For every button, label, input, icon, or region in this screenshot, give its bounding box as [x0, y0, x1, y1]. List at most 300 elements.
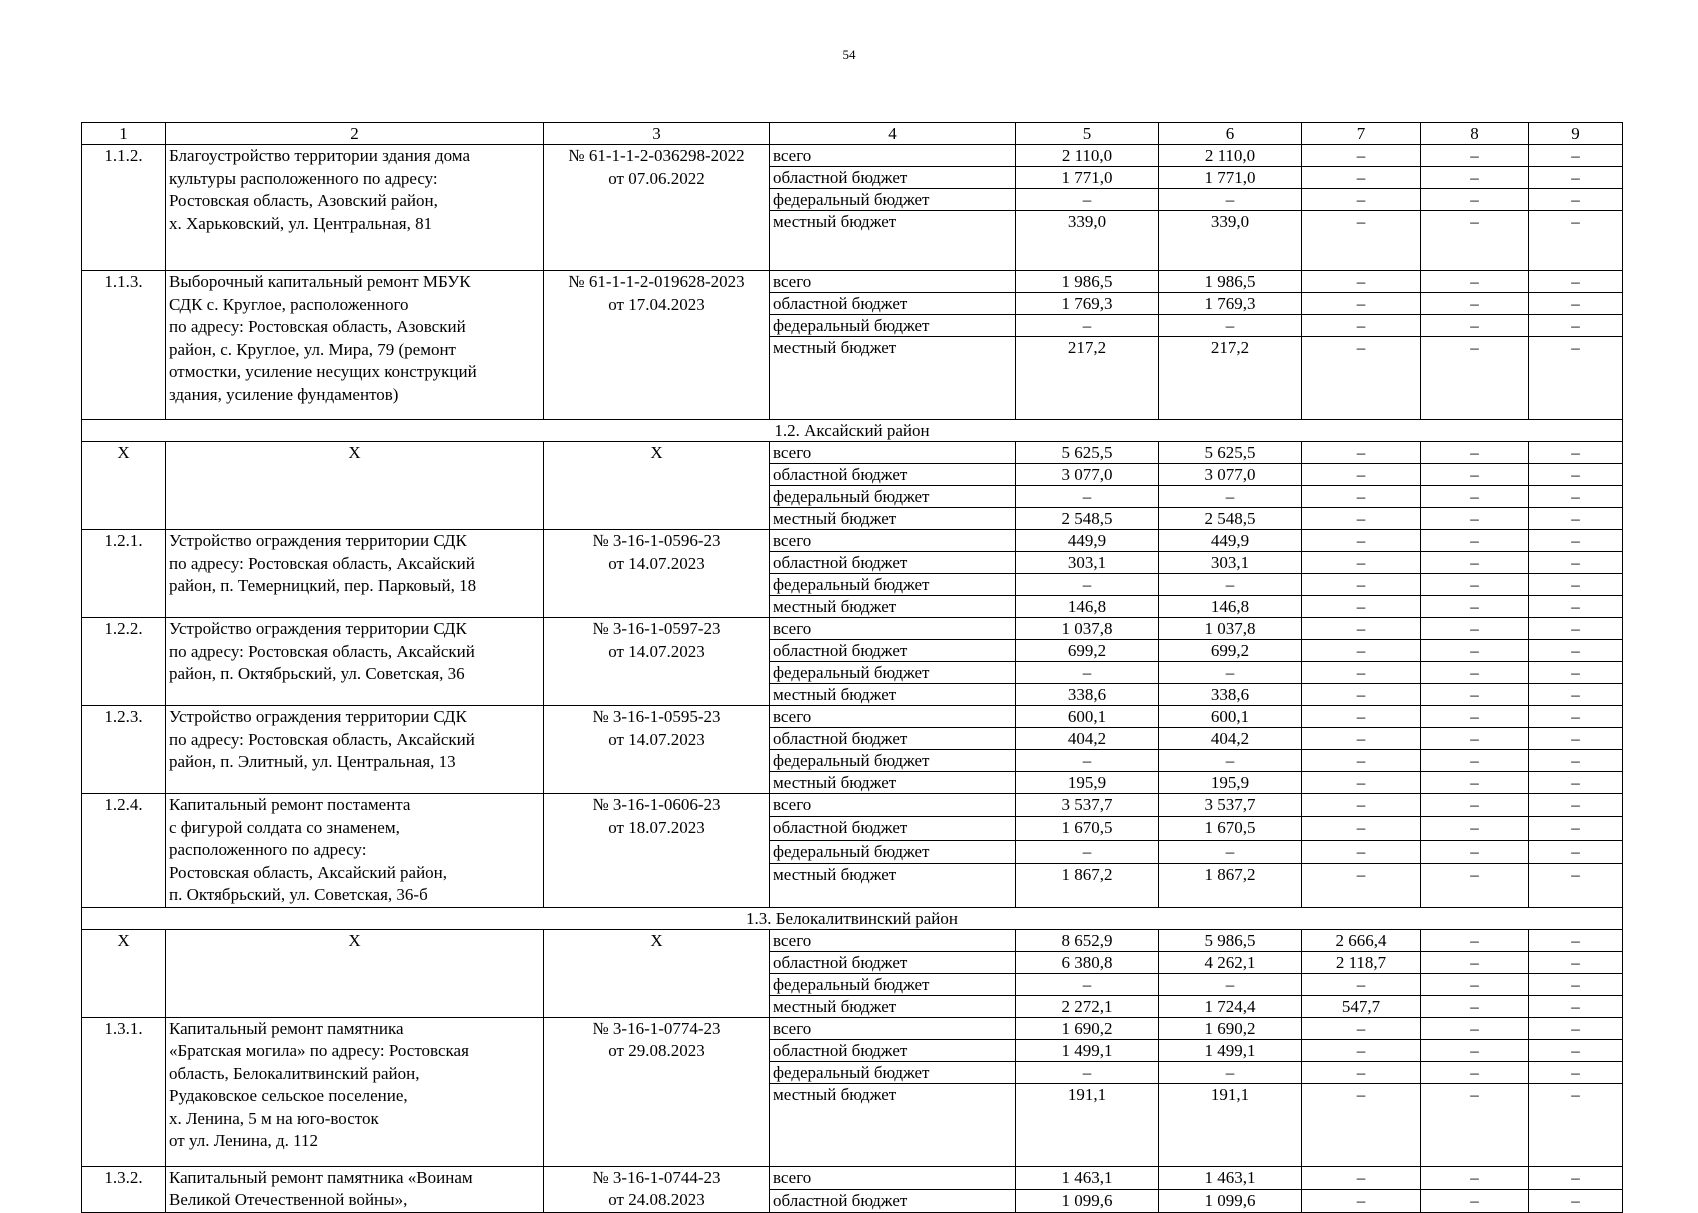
document-line: № 3-16-1-0606-23	[592, 795, 721, 814]
amount-cell-9: –	[1529, 728, 1623, 750]
amount-cell-5: 303,1	[1016, 552, 1159, 574]
description-line: Благоустройство территории здания дома	[169, 146, 470, 165]
amount-cell-6: –	[1159, 486, 1302, 508]
amount-cell-5: –	[1016, 662, 1159, 684]
amount-cell-8: –	[1421, 1083, 1529, 1166]
amount-cell-9: –	[1529, 772, 1623, 794]
funding-source-label: всего	[770, 442, 1016, 464]
header-cell: 2	[166, 123, 544, 145]
amount-cell-8: –	[1421, 618, 1529, 640]
document-reference	[544, 1166, 770, 1212]
section-row	[82, 420, 1623, 442]
amount-cell-7: –	[1302, 1083, 1421, 1166]
amount-cell-5: –	[1016, 574, 1159, 596]
amount-cell-5: 1 690,2	[1016, 1017, 1159, 1039]
amount-cell-6: 1 769,3	[1159, 293, 1302, 315]
amount-cell-8: –	[1421, 552, 1529, 574]
amount-cell-7: –	[1302, 973, 1421, 995]
amount-cell-8: –	[1421, 706, 1529, 728]
amount-cell-7: –	[1302, 167, 1421, 189]
amount-cell-5: 404,2	[1016, 728, 1159, 750]
document-reference	[544, 929, 770, 1017]
amount-cell-8: –	[1421, 662, 1529, 684]
amount-cell-7: –	[1302, 640, 1421, 662]
funding-source-label: областной бюджет	[770, 552, 1016, 574]
document-reference	[544, 618, 770, 706]
amount-cell-7: –	[1302, 618, 1421, 640]
amount-cell-8: –	[1421, 929, 1529, 951]
amount-cell-5: 3 077,0	[1016, 464, 1159, 486]
amount-cell-9: –	[1529, 508, 1623, 530]
funding-source-label: местный бюджет	[770, 995, 1016, 1017]
amount-cell-5: 449,9	[1016, 530, 1159, 552]
document-line: от 07.06.2022	[608, 168, 705, 188]
row-number: 1.1.2.	[82, 145, 166, 271]
funding-source-label: местный бюджет	[770, 596, 1016, 618]
funding-source-label: всего	[770, 1017, 1016, 1039]
amount-cell-5: 191,1	[1016, 1083, 1159, 1166]
description-line: от ул. Ленина, д. 112	[169, 1131, 319, 1150]
amount-cell-8: –	[1421, 1017, 1529, 1039]
header-row	[82, 123, 1623, 145]
amount-cell-6: 191,1	[1159, 1083, 1302, 1166]
amount-cell-9: –	[1529, 1166, 1623, 1189]
amount-cell-6: 699,2	[1159, 640, 1302, 662]
document-line: № 3-16-1-0744-23	[592, 1167, 721, 1187]
amount-cell-8: –	[1421, 464, 1529, 486]
object-description	[166, 1017, 544, 1166]
amount-cell-9: –	[1529, 662, 1623, 684]
section-row	[82, 907, 1623, 929]
amount-cell-6: 3 077,0	[1159, 464, 1302, 486]
amount-cell-7: –	[1302, 1061, 1421, 1083]
amount-cell-7: –	[1302, 596, 1421, 618]
amount-cell-5: 1 771,0	[1016, 167, 1159, 189]
amount-cell-8: –	[1421, 189, 1529, 211]
document-line: от 14.07.2023	[608, 553, 705, 573]
amount-cell-8: –	[1421, 1039, 1529, 1061]
amount-cell-7: –	[1302, 750, 1421, 772]
header-cell: 8	[1421, 123, 1529, 145]
budget-table	[81, 122, 1623, 1213]
amount-cell-7: –	[1302, 464, 1421, 486]
description-line: по адресу: Ростовская область, Аксайский	[169, 729, 475, 749]
amount-cell-9: –	[1529, 794, 1623, 817]
header-cell: 5	[1016, 123, 1159, 145]
amount-cell-8: –	[1421, 574, 1529, 596]
amount-cell-6: –	[1159, 315, 1302, 337]
description-line: Устройство ограждения территории СДК	[169, 531, 467, 550]
amount-cell-8: –	[1421, 794, 1529, 817]
amount-cell-9: –	[1529, 530, 1623, 552]
amount-cell-6: 1 690,2	[1159, 1017, 1302, 1039]
funding-source-label: федеральный бюджет	[770, 486, 1016, 508]
amount-cell-6: –	[1159, 1061, 1302, 1083]
funding-source-label: местный бюджет	[770, 211, 1016, 271]
object-description	[166, 929, 544, 1017]
amount-cell-6: 339,0	[1159, 211, 1302, 271]
description-line: Великой Отечественной войны»,	[169, 1190, 408, 1209]
description-line: Х	[348, 443, 361, 462]
funding-source-label: местный бюджет	[770, 337, 1016, 420]
description-line: район, с. Круглое, ул. Мира, 79 (ремонт	[169, 339, 456, 359]
amount-cell-5: 5 625,5	[1016, 442, 1159, 464]
description-line: х. Ленина, 5 м на юго-восток	[169, 1108, 379, 1128]
amount-cell-6: 449,9	[1159, 530, 1302, 552]
amount-cell-6: 217,2	[1159, 337, 1302, 420]
amount-cell-9: –	[1529, 211, 1623, 271]
amount-cell-5: 1 099,6	[1016, 1189, 1159, 1212]
amount-cell-6: 2 548,5	[1159, 508, 1302, 530]
document-line: № 3-16-1-0597-23	[592, 619, 721, 638]
table-row	[82, 706, 1623, 728]
funding-source-label: всего	[770, 1166, 1016, 1189]
object-description	[166, 145, 544, 271]
document-line: № 3-16-1-0595-23	[592, 707, 721, 726]
amount-cell-5: 6 380,8	[1016, 951, 1159, 973]
amount-cell-5: 1 986,5	[1016, 271, 1159, 293]
amount-cell-6: 1 099,6	[1159, 1189, 1302, 1212]
amount-cell-8: –	[1421, 337, 1529, 420]
amount-cell-7: –	[1302, 840, 1421, 863]
funding-source-label: областной бюджет	[770, 1189, 1016, 1212]
funding-source-label: федеральный бюджет	[770, 574, 1016, 596]
document-line: от 14.07.2023	[608, 729, 705, 749]
amount-cell-6: 3 537,7	[1159, 794, 1302, 817]
table-row	[82, 145, 1623, 167]
amount-cell-9: –	[1529, 840, 1623, 863]
amount-cell-6: 1 986,5	[1159, 271, 1302, 293]
amount-cell-8: –	[1421, 167, 1529, 189]
description-line: п. Октябрьский, ул. Советская, 36-б	[169, 885, 428, 904]
amount-cell-9: –	[1529, 167, 1623, 189]
amount-cell-9: –	[1529, 1083, 1623, 1166]
amount-cell-8: –	[1421, 995, 1529, 1017]
amount-cell-6: 195,9	[1159, 772, 1302, 794]
amount-cell-5: 217,2	[1016, 337, 1159, 420]
table-row	[82, 442, 1623, 464]
amount-cell-9: –	[1529, 618, 1623, 640]
document-line: от 24.08.2023	[608, 1190, 705, 1209]
amount-cell-8: –	[1421, 863, 1529, 907]
object-description	[166, 706, 544, 794]
amount-cell-7: –	[1302, 486, 1421, 508]
amount-cell-6: –	[1159, 750, 1302, 772]
funding-source-label: федеральный бюджет	[770, 750, 1016, 772]
funding-source-label: местный бюджет	[770, 772, 1016, 794]
amount-cell-9: –	[1529, 640, 1623, 662]
amount-cell-7: –	[1302, 684, 1421, 706]
amount-cell-7: –	[1302, 728, 1421, 750]
document-reference	[544, 271, 770, 420]
funding-source-label: местный бюджет	[770, 684, 1016, 706]
amount-cell-5: 1 037,8	[1016, 618, 1159, 640]
amount-cell-5: –	[1016, 315, 1159, 337]
amount-cell-7: 2 666,4	[1302, 929, 1421, 951]
description-line: «Братская могила» по адресу: Ростовская	[169, 1041, 469, 1060]
amount-cell-7: –	[1302, 442, 1421, 464]
amount-cell-5: 339,0	[1016, 211, 1159, 271]
object-description	[166, 442, 544, 530]
header-cell: 9	[1529, 123, 1623, 145]
funding-source-label: всего	[770, 618, 1016, 640]
amount-cell-9: –	[1529, 817, 1623, 840]
amount-cell-8: –	[1421, 293, 1529, 315]
description-line: район, п. Темерницкий, пер. Парковый, 18	[169, 576, 477, 595]
amount-cell-8: –	[1421, 1166, 1529, 1189]
amount-cell-8: –	[1421, 1061, 1529, 1083]
description-line: Ростовская область, Аксайский район,	[169, 862, 448, 882]
amount-cell-5: –	[1016, 750, 1159, 772]
amount-cell-7: 2 118,7	[1302, 951, 1421, 973]
document-line: от 29.08.2023	[608, 1041, 705, 1060]
description-line: по адресу: Ростовская область, Азовский	[169, 317, 466, 336]
amount-cell-6: –	[1159, 973, 1302, 995]
amount-cell-5: –	[1016, 189, 1159, 211]
amount-cell-9: –	[1529, 486, 1623, 508]
header-cell: 1	[82, 123, 166, 145]
amount-cell-6: 1 499,1	[1159, 1039, 1302, 1061]
amount-cell-5: 2 548,5	[1016, 508, 1159, 530]
document-line: № 3-16-1-0596-23	[592, 531, 721, 550]
amount-cell-7: –	[1302, 211, 1421, 271]
amount-cell-8: –	[1421, 951, 1529, 973]
funding-source-label: местный бюджет	[770, 1083, 1016, 1166]
amount-cell-8: –	[1421, 750, 1529, 772]
amount-cell-7: –	[1302, 1039, 1421, 1061]
funding-source-label: всего	[770, 794, 1016, 817]
funding-source-label: местный бюджет	[770, 863, 1016, 907]
amount-cell-6: 1 724,4	[1159, 995, 1302, 1017]
amount-cell-6: 1 771,0	[1159, 167, 1302, 189]
amount-cell-5: 2 272,1	[1016, 995, 1159, 1017]
amount-cell-6: 5 986,5	[1159, 929, 1302, 951]
row-number: 1.2.2.	[82, 618, 166, 706]
amount-cell-8: –	[1421, 840, 1529, 863]
amount-cell-6: 1 867,2	[1159, 863, 1302, 907]
amount-cell-5: 338,6	[1016, 684, 1159, 706]
object-description	[166, 271, 544, 420]
amount-cell-8: –	[1421, 1189, 1529, 1212]
table-row	[82, 530, 1623, 552]
amount-cell-8: –	[1421, 211, 1529, 271]
row-number: 1.2.3.	[82, 706, 166, 794]
amount-cell-9: –	[1529, 706, 1623, 728]
description-line: культуры расположенного по адресу:	[169, 168, 438, 188]
row-number: 1.3.1.	[82, 1017, 166, 1166]
document-line: от 14.07.2023	[608, 641, 705, 661]
amount-cell-7: –	[1302, 145, 1421, 167]
amount-cell-6: 146,8	[1159, 596, 1302, 618]
section-title: 1.2. Аксайский район	[82, 420, 1623, 442]
description-line: Капитальный ремонт памятника	[169, 1018, 404, 1038]
amount-cell-5: 3 537,7	[1016, 794, 1159, 817]
amount-cell-8: –	[1421, 973, 1529, 995]
amount-cell-8: –	[1421, 640, 1529, 662]
description-line: х. Харьковский, ул. Центральная, 81	[169, 213, 433, 233]
amount-cell-7: 547,7	[1302, 995, 1421, 1017]
amount-cell-8: –	[1421, 315, 1529, 337]
amount-cell-9: –	[1529, 189, 1623, 211]
document-line: Х	[650, 443, 663, 462]
amount-cell-5: –	[1016, 1061, 1159, 1083]
amount-cell-7: –	[1302, 863, 1421, 907]
funding-source-label: областной бюджет	[770, 640, 1016, 662]
amount-cell-9: –	[1529, 1017, 1623, 1039]
amount-cell-7: –	[1302, 706, 1421, 728]
amount-cell-9: –	[1529, 1189, 1623, 1212]
amount-cell-9: –	[1529, 145, 1623, 167]
description-line: по адресу: Ростовская область, Аксайский	[169, 641, 475, 661]
amount-cell-8: –	[1421, 530, 1529, 552]
document-reference	[544, 794, 770, 908]
amount-cell-6: 1 463,1	[1159, 1166, 1302, 1189]
table-body	[82, 123, 1623, 1213]
description-line: Рудаковское сельское поселение,	[169, 1086, 408, 1105]
document-reference	[544, 145, 770, 271]
funding-source-label: всего	[770, 271, 1016, 293]
row-number: 1.2.1.	[82, 530, 166, 618]
table-row	[82, 271, 1623, 293]
funding-source-label: областной бюджет	[770, 167, 1016, 189]
row-number: 1.3.2.	[82, 1166, 166, 1212]
amount-cell-8: –	[1421, 684, 1529, 706]
amount-cell-5: 1 769,3	[1016, 293, 1159, 315]
funding-source-label: федеральный бюджет	[770, 1061, 1016, 1083]
amount-cell-8: –	[1421, 508, 1529, 530]
document-reference	[544, 530, 770, 618]
document-reference	[544, 442, 770, 530]
description-line: Капитальный ремонт постамента	[169, 795, 411, 814]
amount-cell-5: 2 110,0	[1016, 145, 1159, 167]
amount-cell-6: 4 262,1	[1159, 951, 1302, 973]
amount-cell-9: –	[1529, 442, 1623, 464]
amount-cell-9: –	[1529, 315, 1623, 337]
description-line: район, п. Элитный, ул. Центральная, 13	[169, 752, 456, 771]
amount-cell-8: –	[1421, 596, 1529, 618]
amount-cell-5: 1 463,1	[1016, 1166, 1159, 1189]
amount-cell-6: 5 625,5	[1159, 442, 1302, 464]
amount-cell-6: 600,1	[1159, 706, 1302, 728]
amount-cell-6: 1 037,8	[1159, 618, 1302, 640]
amount-cell-9: –	[1529, 574, 1623, 596]
amount-cell-9: –	[1529, 271, 1623, 293]
funding-source-label: всего	[770, 929, 1016, 951]
amount-cell-7: –	[1302, 337, 1421, 420]
amount-cell-5: 600,1	[1016, 706, 1159, 728]
object-description	[166, 1166, 544, 1212]
amount-cell-8: –	[1421, 486, 1529, 508]
amount-cell-8: –	[1421, 145, 1529, 167]
amount-cell-8: –	[1421, 271, 1529, 293]
funding-source-label: областной бюджет	[770, 464, 1016, 486]
document-line: № 61-1-1-2-019628-2023	[568, 272, 745, 291]
amount-cell-5: 1 670,5	[1016, 817, 1159, 840]
amount-cell-7: –	[1302, 794, 1421, 817]
amount-cell-9: –	[1529, 929, 1623, 951]
funding-source-label: федеральный бюджет	[770, 973, 1016, 995]
description-line: Капитальный ремонт памятника «Воинам	[169, 1167, 473, 1187]
description-line: Х	[348, 930, 361, 950]
header-cell: 7	[1302, 123, 1421, 145]
row-number: 1.2.4.	[82, 794, 166, 908]
row-number: Х	[82, 929, 166, 1017]
description-line: район, п. Октябрьский, ул. Советская, 36	[169, 664, 465, 683]
funding-source-label: областной бюджет	[770, 1039, 1016, 1061]
amount-cell-9: –	[1529, 995, 1623, 1017]
description-line: здания, усиление фундаментов)	[169, 384, 399, 404]
amount-cell-8: –	[1421, 442, 1529, 464]
object-description	[166, 530, 544, 618]
funding-source-label: федеральный бюджет	[770, 662, 1016, 684]
amount-cell-7: –	[1302, 662, 1421, 684]
description-line: Устройство ограждения территории СДК	[169, 619, 467, 638]
table-row	[82, 1017, 1623, 1039]
table-row	[82, 929, 1623, 951]
row-number: 1.1.3.	[82, 271, 166, 420]
description-line: расположенного по адресу:	[169, 840, 367, 859]
funding-source-label: федеральный бюджет	[770, 315, 1016, 337]
amount-cell-7: –	[1302, 508, 1421, 530]
funding-source-label: всего	[770, 706, 1016, 728]
document-line: от 18.07.2023	[608, 817, 705, 837]
amount-cell-7: –	[1302, 293, 1421, 315]
row-number: Х	[82, 442, 166, 530]
amount-cell-7: –	[1302, 552, 1421, 574]
amount-cell-5: –	[1016, 840, 1159, 863]
header-cell: 4	[770, 123, 1016, 145]
amount-cell-6: –	[1159, 840, 1302, 863]
amount-cell-5: –	[1016, 973, 1159, 995]
amount-cell-9: –	[1529, 684, 1623, 706]
object-description	[166, 618, 544, 706]
amount-cell-7: –	[1302, 1189, 1421, 1212]
amount-cell-5: –	[1016, 486, 1159, 508]
document-reference	[544, 706, 770, 794]
amount-cell-7: –	[1302, 1166, 1421, 1189]
description-line: СДК с. Круглое, расположенного	[169, 294, 409, 314]
amount-cell-7: –	[1302, 530, 1421, 552]
amount-cell-7: –	[1302, 772, 1421, 794]
document-line: № 61-1-1-2-036298-2022	[568, 146, 745, 165]
amount-cell-6: 303,1	[1159, 552, 1302, 574]
amount-cell-5: 1 499,1	[1016, 1039, 1159, 1061]
description-line: отмостки, усиление несущих конструкций	[169, 362, 477, 381]
amount-cell-6: 2 110,0	[1159, 145, 1302, 167]
funding-source-label: областной бюджет	[770, 728, 1016, 750]
amount-cell-9: –	[1529, 596, 1623, 618]
amount-cell-9: –	[1529, 552, 1623, 574]
amount-cell-6: 1 670,5	[1159, 817, 1302, 840]
section-title: 1.3. Белокалитвинский район	[82, 907, 1623, 929]
document-line: от 17.04.2023	[608, 294, 705, 314]
description-line: Устройство ограждения территории СДК	[169, 707, 467, 726]
amount-cell-9: –	[1529, 951, 1623, 973]
header-cell: 6	[1159, 123, 1302, 145]
amount-cell-7: –	[1302, 574, 1421, 596]
amount-cell-8: –	[1421, 817, 1529, 840]
object-description	[166, 794, 544, 908]
funding-source-label: федеральный бюджет	[770, 840, 1016, 863]
description-line: Выборочный капитальный ремонт МБУК	[169, 272, 471, 291]
description-line: Ростовская область, Азовский район,	[169, 191, 438, 210]
description-line: область, Белокалитвинский район,	[169, 1063, 420, 1083]
table-row	[82, 794, 1623, 817]
amount-cell-9: –	[1529, 750, 1623, 772]
document-reference	[544, 1017, 770, 1166]
amount-cell-6: –	[1159, 189, 1302, 211]
amount-cell-5: 1 867,2	[1016, 863, 1159, 907]
